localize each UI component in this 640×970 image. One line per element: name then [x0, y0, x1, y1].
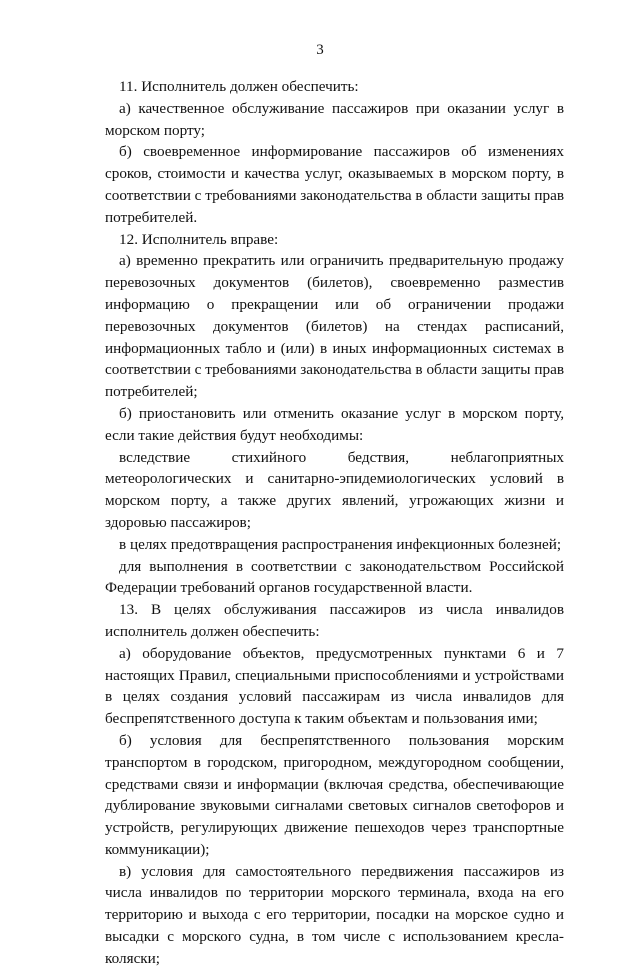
paragraph-13-v: в) условия для самостоятельного передвижения пассажиров из числа инвалидов по территории морского терминала, входа на его территорию и выхода с его территории, посадки на морское судно и высадки с морского судна, в том числе с использованием кресла-коляски; — [105, 862, 564, 967]
paragraph-11-a: а) качественное обслуживание пассажиров при оказании услуг в морском порту; — [105, 99, 564, 139]
paragraph-11-heading: 11. Исполнитель должен обеспечить: — [119, 78, 359, 95]
paragraph-12-b-natural: вследствие стихийного бедствия, неблагоприятных метеорологических и санитарно-эпидемиологических условий в морском порту, а также других явлений, угрожающих жизни и здоровью пассажиров; — [105, 448, 564, 531]
paragraph-12-a: а) временно прекратить или ограничить предварительную продажу перевозочных документов (билетов), своевременно разместив информацию о прекращении или об ограничении продажи перевозочных документов (билетов) на стендах расписаний, информационных табло и (или) в иных информационных системах в соответствии с требованиями законодательства в области защиты прав потребителей; — [105, 252, 564, 401]
paragraph-12-b-authority: для выполнения в соответствии с законодательством Российской Федерации требований органов государственной власти. — [105, 557, 564, 597]
paragraph-13-heading: 13. В целях обслуживания пассажиров из числа инвалидов исполнитель должен обеспечить: — [105, 601, 564, 640]
document-body — [105, 76, 564, 970]
paragraph-12-b-infection: в целях предотвращения распространения инфекционных болезней; — [119, 535, 562, 553]
page-number: 3 — [316, 42, 324, 58]
paragraph-12-b: б) приостановить или отменить оказание услуг в морском порту, если такие действия будут необходимы: — [105, 404, 564, 444]
paragraph-13-a: а) оборудование объектов, предусмотренных пунктами 6 и 7 настоящих Правил, специальными приспособлениями и устройствами в целях создания условий пассажирам из числа инвалидов для беспрепятственного доступа к таким объектам и пользования ими; — [105, 644, 564, 728]
paragraph-13-b: б) условия для беспрепятственного пользования морским транспортом в городском, пригородном, междугородном сообщении, средствами связи и информации (включая средства, обеспечивающие дублирование звуковыми сигналами световых сигналов светофоров и устройств, регулирующих движение пешеходов через транспортные коммуникации); — [105, 731, 564, 858]
paragraph-12-heading: 12. Исполнитель вправе: — [119, 230, 279, 248]
paragraph-11-b: б) своевременное информирование пассажиров об изменениях сроков, стоимости и качества услуг, оказываемых в морском порту, в соответствии с требованиями законодательства в области защиты прав потребителей. — [105, 143, 564, 226]
